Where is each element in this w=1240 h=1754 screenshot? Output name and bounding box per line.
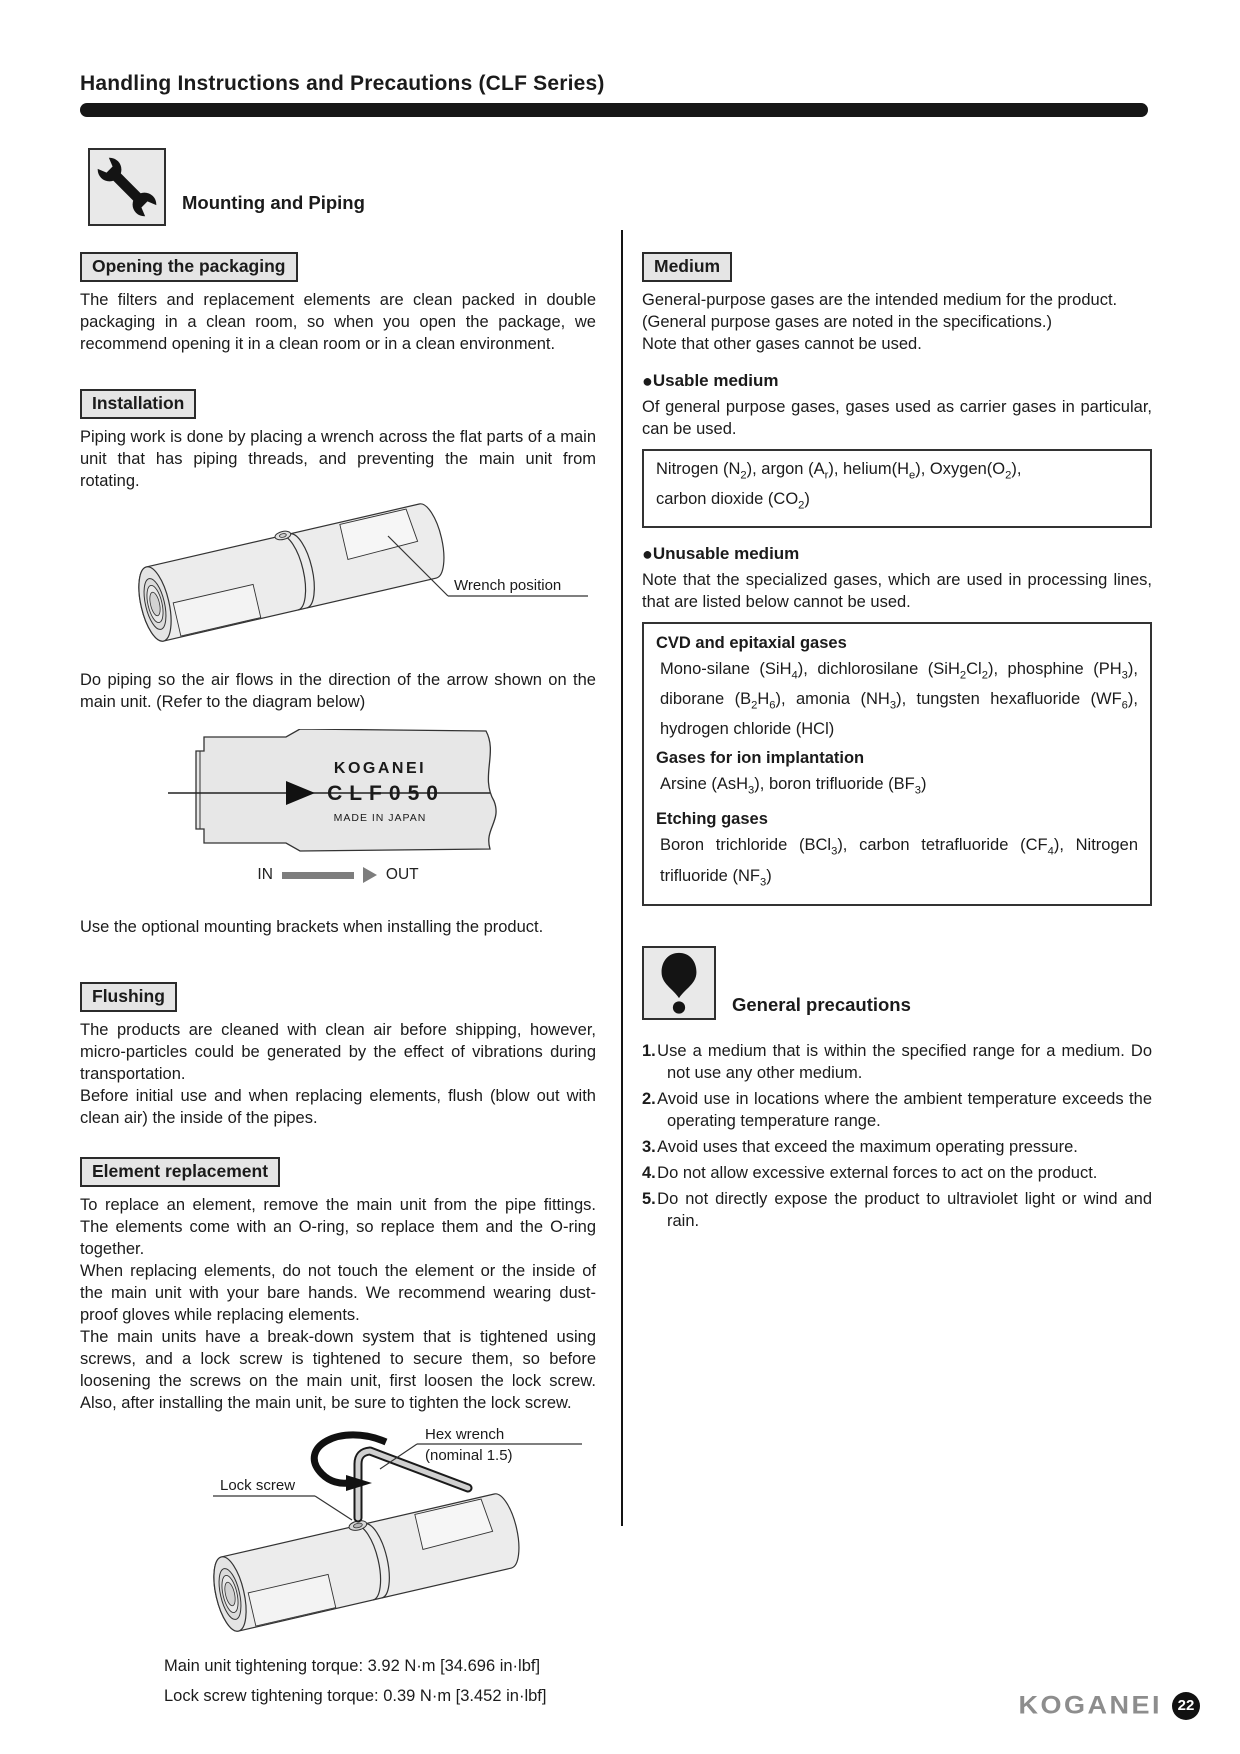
koganei-logo: KOGANEI: [1018, 1691, 1162, 1719]
section-element-replacement: Element replacement: [80, 1157, 280, 1187]
flow-direction: [80, 866, 596, 884]
section-flushing: Flushing: [80, 982, 177, 1012]
right-column: [642, 252, 1152, 1232]
wrench-position-label: Wrench position: [454, 577, 562, 594]
precaution-item: 3. Avoid uses that exceed the maximum operating pressure.: [642, 1138, 1078, 1157]
opening-body: The filters and replacement elements are clean packed in double packaging in a clean room, so when you open the package, we recommend opening it in a clean room or in a clean environment.: [80, 291, 596, 353]
section-opening-packaging: Opening the packaging: [80, 252, 298, 282]
medium-body-1: General-purpose gases are the intended medium for the product.: [642, 291, 1118, 309]
gas-group-title-etching: Etching gases: [656, 810, 768, 829]
precaution-item: 1. Use a medium that is within the specified range for a medium. Do not use any other medium.: [642, 1042, 1152, 1083]
gas-group-body-cvd: Mono-silane (SiH$_4$), dichlorosilane $(SiH_2Cl_2)$, phosphine $(PH_3)$, diborane $(B_2H_6)$, amonia $(NH_3)$, tungsten hexafluoride $(WF_6)$, hydrogen chloride (HCl): [660, 659, 1138, 739]
precaution-item: 4. Do not allow excessive external forces to act on the product.: [642, 1164, 1098, 1183]
precaution-item: 2. Avoid use in locations where the ambient temperature exceeds the operating temperature range.: [642, 1090, 1152, 1131]
page-number-badge: 22: [1172, 1692, 1200, 1720]
title-underline-bar: [80, 103, 1148, 117]
medium-body-2: (General purpose gases are noted in the specifications.): [642, 313, 1052, 331]
exclamation-icon: [642, 946, 716, 1020]
unusable-gas-box: [642, 622, 1152, 906]
left-column: [80, 252, 596, 1711]
section-installation: Installation: [80, 389, 196, 419]
lock-screw-diagram: [80, 1424, 596, 1649]
nameplate-diagram: [80, 729, 596, 884]
bullet-icon: ●: [642, 371, 653, 391]
element-paragraph-2: When replacing elements, do not touch the element or the inside of the main unit with your bare hands. We recommend wearing dust-proof gloves while replacing elements.: [80, 1262, 596, 1324]
page-footer: [1018, 1690, 1200, 1721]
general-precautions-heading: General precautions: [732, 994, 911, 1016]
gas-group-body-ion: Arsine (AsH$_3$), boron trifluoride $(BF_3)$: [660, 775, 927, 797]
flow-out-label: OUT: [385, 866, 419, 883]
usable-medium-heading: ●Usable medium: [642, 371, 779, 391]
flushing-paragraph-2: Before initial use and when replacing elements, flush (blow out with clean air) the inside of the pipes.: [80, 1087, 596, 1127]
torque-note-main-unit: Main unit tightening torque: 3.92 N·m [34.696 in·lbf]: [164, 1657, 541, 1675]
flow-arrow-head: [363, 867, 377, 883]
page-title: Handling Instructions and Precautions (CLF Series): [80, 72, 605, 95]
lock-screw-label: Lock screw: [220, 1477, 296, 1494]
unusable-medium-body: Note that the specialized gases, which are used in processing lines, that are listed below cannot be used.: [642, 570, 1152, 611]
usable-medium-body: Of general purpose gases, gases used as carrier gases in particular, can be used.: [642, 398, 1152, 438]
gas-group-body-etching: Boron trichloride (BCl$_3$), carbon tetrafluoride $(CF_4)$, Nitrogen trifluoride $(NF_3)$: [660, 836, 1138, 889]
flow-note: Do piping so the air flows in the direction of the arrow shown on the main unit. (Refer to the diagram below): [80, 671, 596, 711]
flushing-paragraph-1: The products are cleaned with clean air before shipping, however, micro-particles could be generated by the effect of vibrations during transportation.: [80, 1021, 596, 1083]
usable-gas-line-1: Nitrogen $(N_2)$, argon $(A_r)$, $helium(H_e)$, $Oxygen(O_2)$,: [656, 460, 1022, 482]
flow-arrow: [282, 872, 354, 879]
nameplate-model: CLF050: [327, 782, 445, 805]
gas-group-title-cvd: CVD and epitaxial gases: [656, 633, 847, 652]
usable-gas-box: [642, 449, 1152, 528]
element-paragraph-1: To replace an element, remove the main unit from the pipe fittings. The elements come with an O-ring, so replace them and the O-ring together.: [80, 1196, 596, 1258]
unusable-medium-heading: ●Unusable medium: [642, 543, 800, 564]
nameplate-origin: MADE IN JAPAN: [333, 812, 427, 824]
gas-group-title-ion: Gases for ion implantation: [656, 749, 865, 768]
bullet-icon: ●: [642, 543, 653, 564]
nameplate-brand: KOGANEI: [333, 760, 427, 777]
medium-body-3: Note that other gases cannot be used.: [642, 335, 922, 353]
wrench-icon: [88, 148, 166, 226]
hex-wrench-note: (nominal 1.5): [425, 1447, 513, 1464]
general-precautions-header: [642, 946, 1152, 1020]
mounting-heading: Mounting and Piping: [182, 192, 365, 213]
element-paragraph-3: The main units have a break-down system that is tightened using screws, and a lock screw is tightened to secure them, so before loosening the screws on the main unit, first loosen the lock screw. Also, after installing the main unit, be sure to tighten the lock screw.: [80, 1328, 596, 1412]
installation-body: Piping work is done by placing a wrench across the flat parts of a main unit that has piping threads, and preventing the main unit from rotating.: [80, 428, 596, 490]
column-divider: [621, 230, 623, 1526]
bracket-note: Use the optional mounting brackets when installing the product.: [80, 918, 544, 936]
precaution-item: 5. Do not directly expose the product to ultraviolet light or wind and rain.: [642, 1190, 1152, 1231]
usable-gas-line-2: carbon dioxide $(CO_2)$: [656, 490, 810, 512]
hex-wrench-label: Hex wrench: [425, 1426, 505, 1443]
torque-note-lock-screw: Lock screw tightening torque: 0.39 N·m [3.452 in·lbf]: [164, 1687, 547, 1705]
flow-in-label: IN: [257, 866, 273, 883]
section-medium: Medium: [642, 252, 732, 282]
precautions-list: [642, 1040, 1152, 1232]
wrench-position-diagram: [80, 492, 596, 662]
